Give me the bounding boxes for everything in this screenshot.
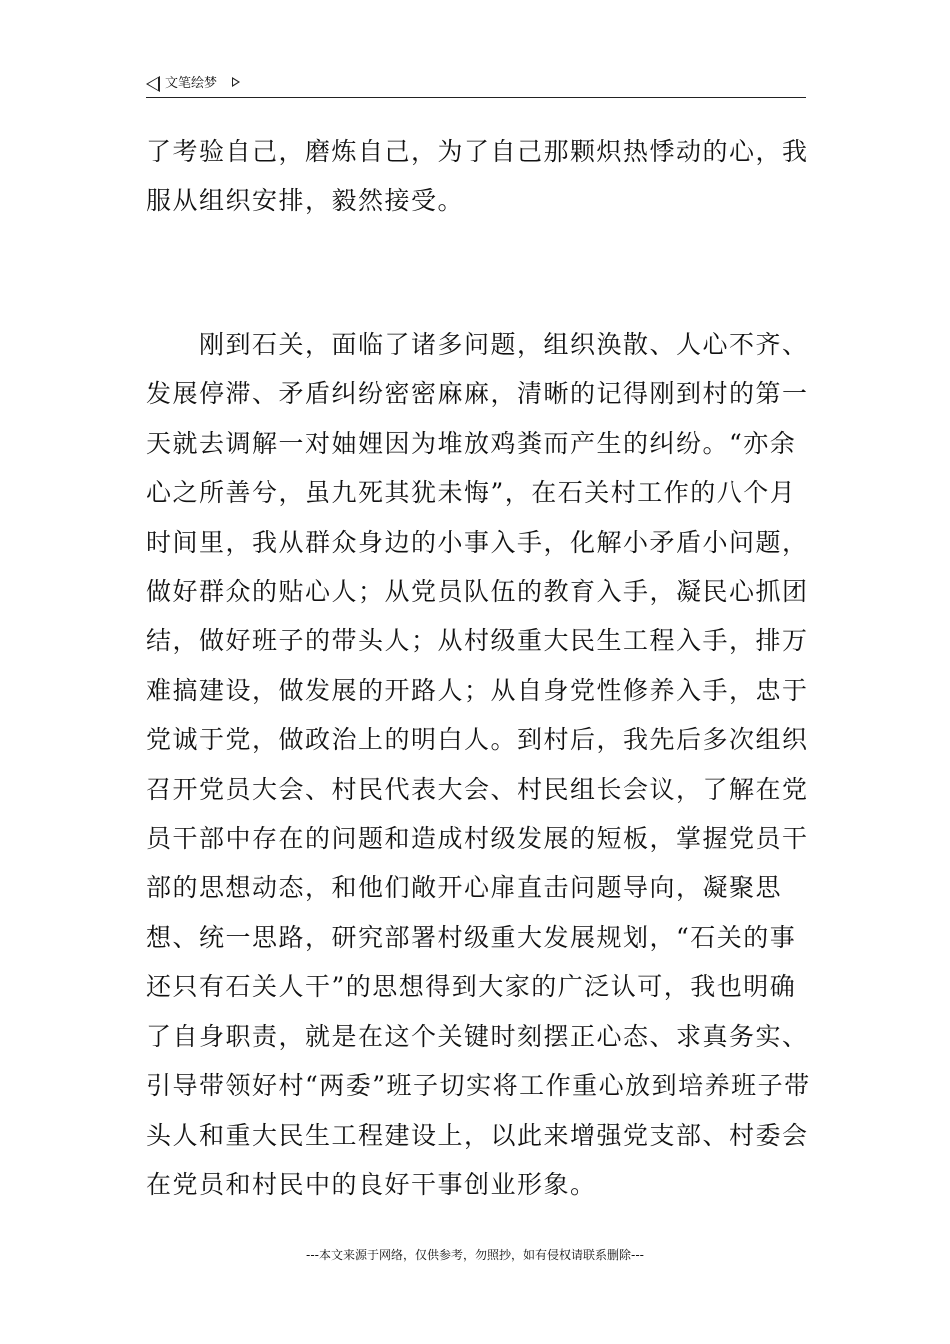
triangle-right-icon	[232, 77, 240, 87]
paragraph-1: 了考验自己，磨炼自己，为了自己那颗炽热悸动的心，我服从组织安排，毅然接受。	[146, 137, 809, 216]
paragraph-2: 刚到石关，面临了诸多问题，组织涣散、人心不齐、发展停滞、矛盾纠纷密密麻麻，清晰的记得刚到村的第一天就去调解一对妯娌因为堆放鸡粪而产生的纠纷。“亦余心之所善兮，虽九死其犹未悔”，在石关村工作的八个月时间里，我从群众身边的小事入手，化解小矛盾小问题，做好群众的贴心人；从党员队伍的教育入手，凝民心抓团结，做好班子的带头人；从村级重大民生工程入手，排万难搞建设，做发展的开路人；从自身党性修养入手，忠于党诚于党，做政治上的明白人。到村后，我先后多次组织召开党员大会、村民代表大会、村民组长会议，了解在党员干部中存在的问题和造成村级发展的短板，掌握党员干部的思想动态，和他们敞开心扉直击问题导向，凝聚思想、统一思路，研究部署村级重大发展规划，“石关的事还只有石关人干”的思想得到大家的广泛认可，我也明确了自身职责，就是在这个关键时刻摆正心态、求真务实、引导带领好村“两委”班子切实将工作重心放到培养班子带头人和重大民生工程建设上，以此来增强党支部、村委会在党员和村民中的良好干事创业形象。	[146, 330, 811, 1199]
header-title: 文笔绘梦	[165, 76, 218, 91]
header-divider	[146, 97, 806, 98]
triangle-left-icon	[146, 76, 160, 92]
page-footer: ---本文来源于网络，仅供参考，勿照抄，如有侵权请联系删除---	[306, 1248, 644, 1262]
page-header	[146, 72, 806, 98]
